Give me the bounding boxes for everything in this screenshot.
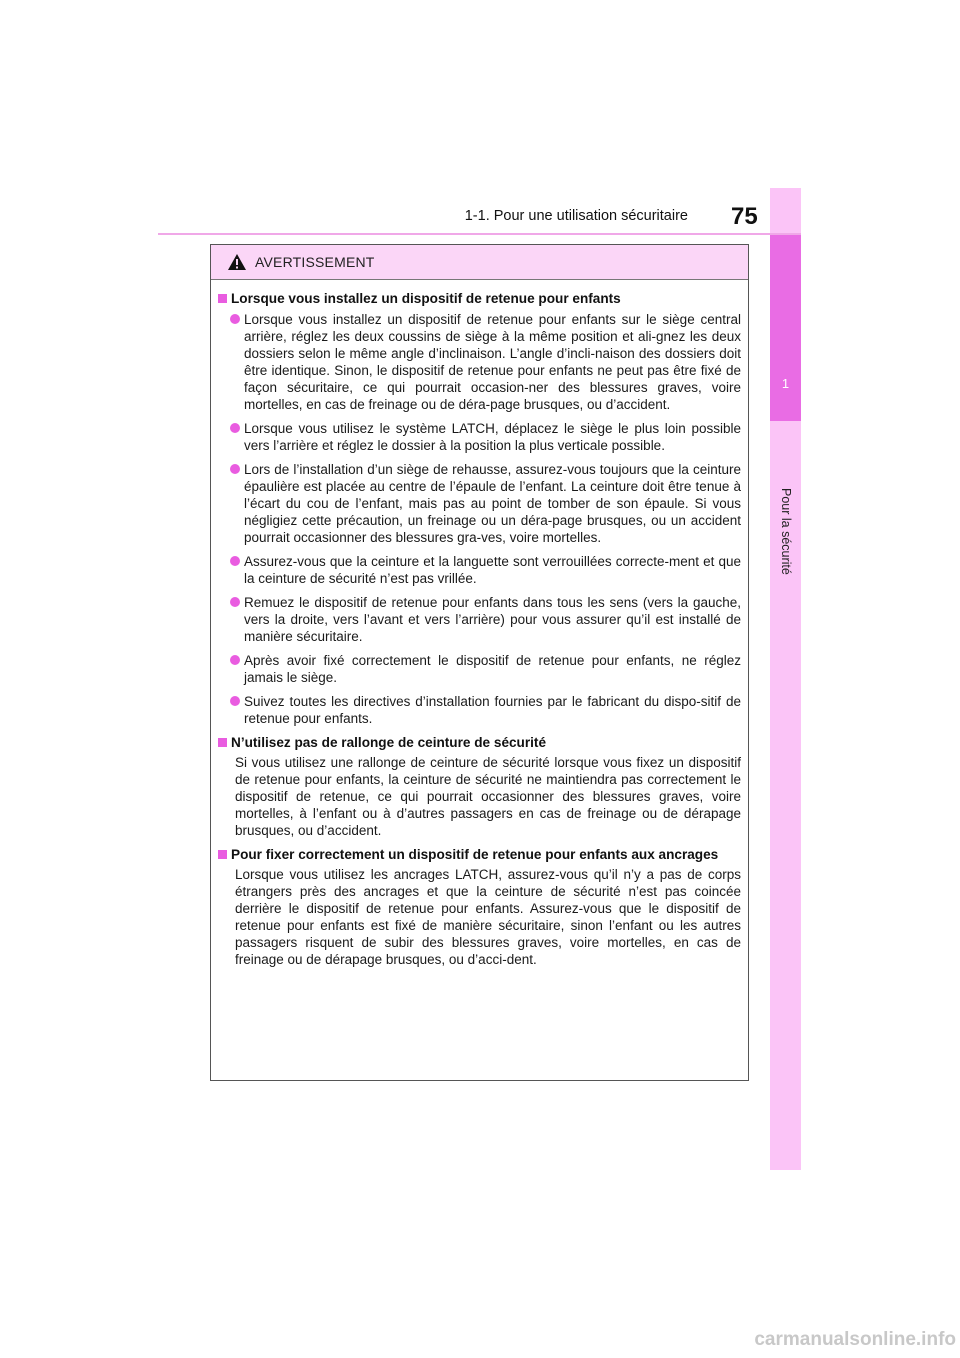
section-heading	[216, 290, 741, 307]
chapter-tab-block	[770, 233, 801, 421]
section-paragraph: Si vous utilisez une rallonge de ceinture de sécurité lorsque vous fixez un dispositif de retenue pour enfants, la ceinture de sécurité ne maintiendra pas correctement le dispositif de retenue, ce qui pourrait occasionner des blessures graves, voire mortelles, à l’enfant ou à d’autres passagers en cas de freinage ou de dérapage brusques, ou d’accident.	[235, 755, 741, 838]
chapter-number: 1	[781, 376, 790, 391]
warning-title: AVERTISSEMENT	[255, 254, 375, 270]
list-item	[216, 311, 741, 413]
list-item-text: Suivez toutes les directives d’installation fournies par le fabricant du dispo-sitif de retenue pour enfants.	[244, 694, 741, 726]
section-paragraph: Lorsque vous utilisez les ancrages LATCH, assurez-vous qu’il n’y a pas de corps étrangers près des ancrages et que la ceinture de sécurité n’est pas coincée derrière le dispositif de retenue pour enfants. Assurez-vous que le dispositif de retenue pour enfants est fixé de manière sécuritaire, sinon l’enfant ou les autres passagers risquent de subir des blessures graves, voire mortelles, en cas de freinage ou de dérapage brusques, ou d’acci-dent.	[235, 867, 741, 967]
page-number: 75	[731, 203, 758, 230]
section-heading-text: Pour fixer correctement un dispositif de retenue pour enfants aux ancrages	[231, 847, 719, 862]
square-bullet-icon	[218, 738, 227, 747]
section-heading	[216, 846, 741, 863]
list-item-text: Assurez-vous que la ceinture et la languette sont verrouillées correcte-ment et que la ceinture de sécurité n’est pas vrillée.	[244, 554, 741, 586]
section-anchorages	[216, 846, 741, 968]
list-item	[216, 594, 741, 645]
list-item-text: Après avoir fixé correctement le dispositif de retenue pour enfants, ne réglez jamais le siège.	[244, 653, 741, 685]
list-item	[216, 553, 741, 587]
circle-bullet-icon	[230, 655, 240, 665]
circle-bullet-icon	[230, 423, 240, 433]
warning-triangle-icon	[227, 253, 247, 271]
list-item-text: Lorsque vous installez un dispositif de retenue pour enfants sur le siège central arrière, réglez les deux coussins de siège à la même position et ali-gnez les deux dossiers selon le même angle d’inclinaison. L’angle d’incli-naison des dossiers doit être identique. Sinon, le dispositif de retenue pour enfants ne peut pas être fixé de façon sécuritaire, ce qui pourrait occasion-ner des blessures graves, voire mortelles, en cas de freinage ou de déra-page brusques, ou d’accident.	[244, 312, 741, 412]
list-item	[216, 652, 741, 686]
section-heading-text: N’utilisez pas de rallonge de ceinture de sécurité	[231, 735, 547, 750]
list-item-text: Remuez le dispositif de retenue pour enfants dans tous les sens (vers la gauche, vers la droite, vers l’avant et vers l’arrière) pour vous assurer qu’il est installé de manière sécuritaire.	[244, 595, 741, 644]
watermark: carmanualsonline.info	[754, 1329, 956, 1350]
list-item	[216, 420, 741, 454]
section-heading	[216, 734, 741, 751]
warning-box	[210, 244, 749, 1081]
circle-bullet-icon	[230, 464, 240, 474]
warning-content	[211, 280, 748, 968]
circle-bullet-icon	[230, 314, 240, 324]
circle-bullet-icon	[230, 556, 240, 566]
list-item-text: Lorsque vous utilisez le système LATCH, déplacez le siège le plus loin possible vers l’arrière et réglez le dossier à la position la plus verticale possible.	[244, 421, 741, 453]
list-item	[216, 693, 741, 727]
section-title: 1-1. Pour une utilisation sécuritaire	[464, 208, 688, 224]
list-item	[216, 461, 741, 546]
section-extension	[216, 734, 741, 839]
section-heading-text: Lorsque vous installez un dispositif de retenue pour enfants	[231, 291, 621, 306]
square-bullet-icon	[218, 294, 227, 303]
warning-header	[211, 245, 748, 280]
circle-bullet-icon	[230, 597, 240, 607]
circle-bullet-icon	[230, 696, 240, 706]
list-item-text: Lors de l’installation d’un siège de rehausse, assurez-vous toujours que la ceinture épaulière est placée au centre de l’épaule de l’enfant. La ceinture doit être tenue à l’écart du cou de l’enfant, mais pas au point de tomber de son épaule. Si vous négligiez cette précaution, un freinage ou un déra-page brusques, ou un accident pourrait occasionner des blessures gra-ves, voire mortelles.	[244, 462, 741, 545]
header-rule	[158, 233, 801, 235]
section-installation	[216, 290, 741, 727]
square-bullet-icon	[218, 850, 227, 859]
chapter-label: Pour la sécurité	[779, 488, 793, 575]
